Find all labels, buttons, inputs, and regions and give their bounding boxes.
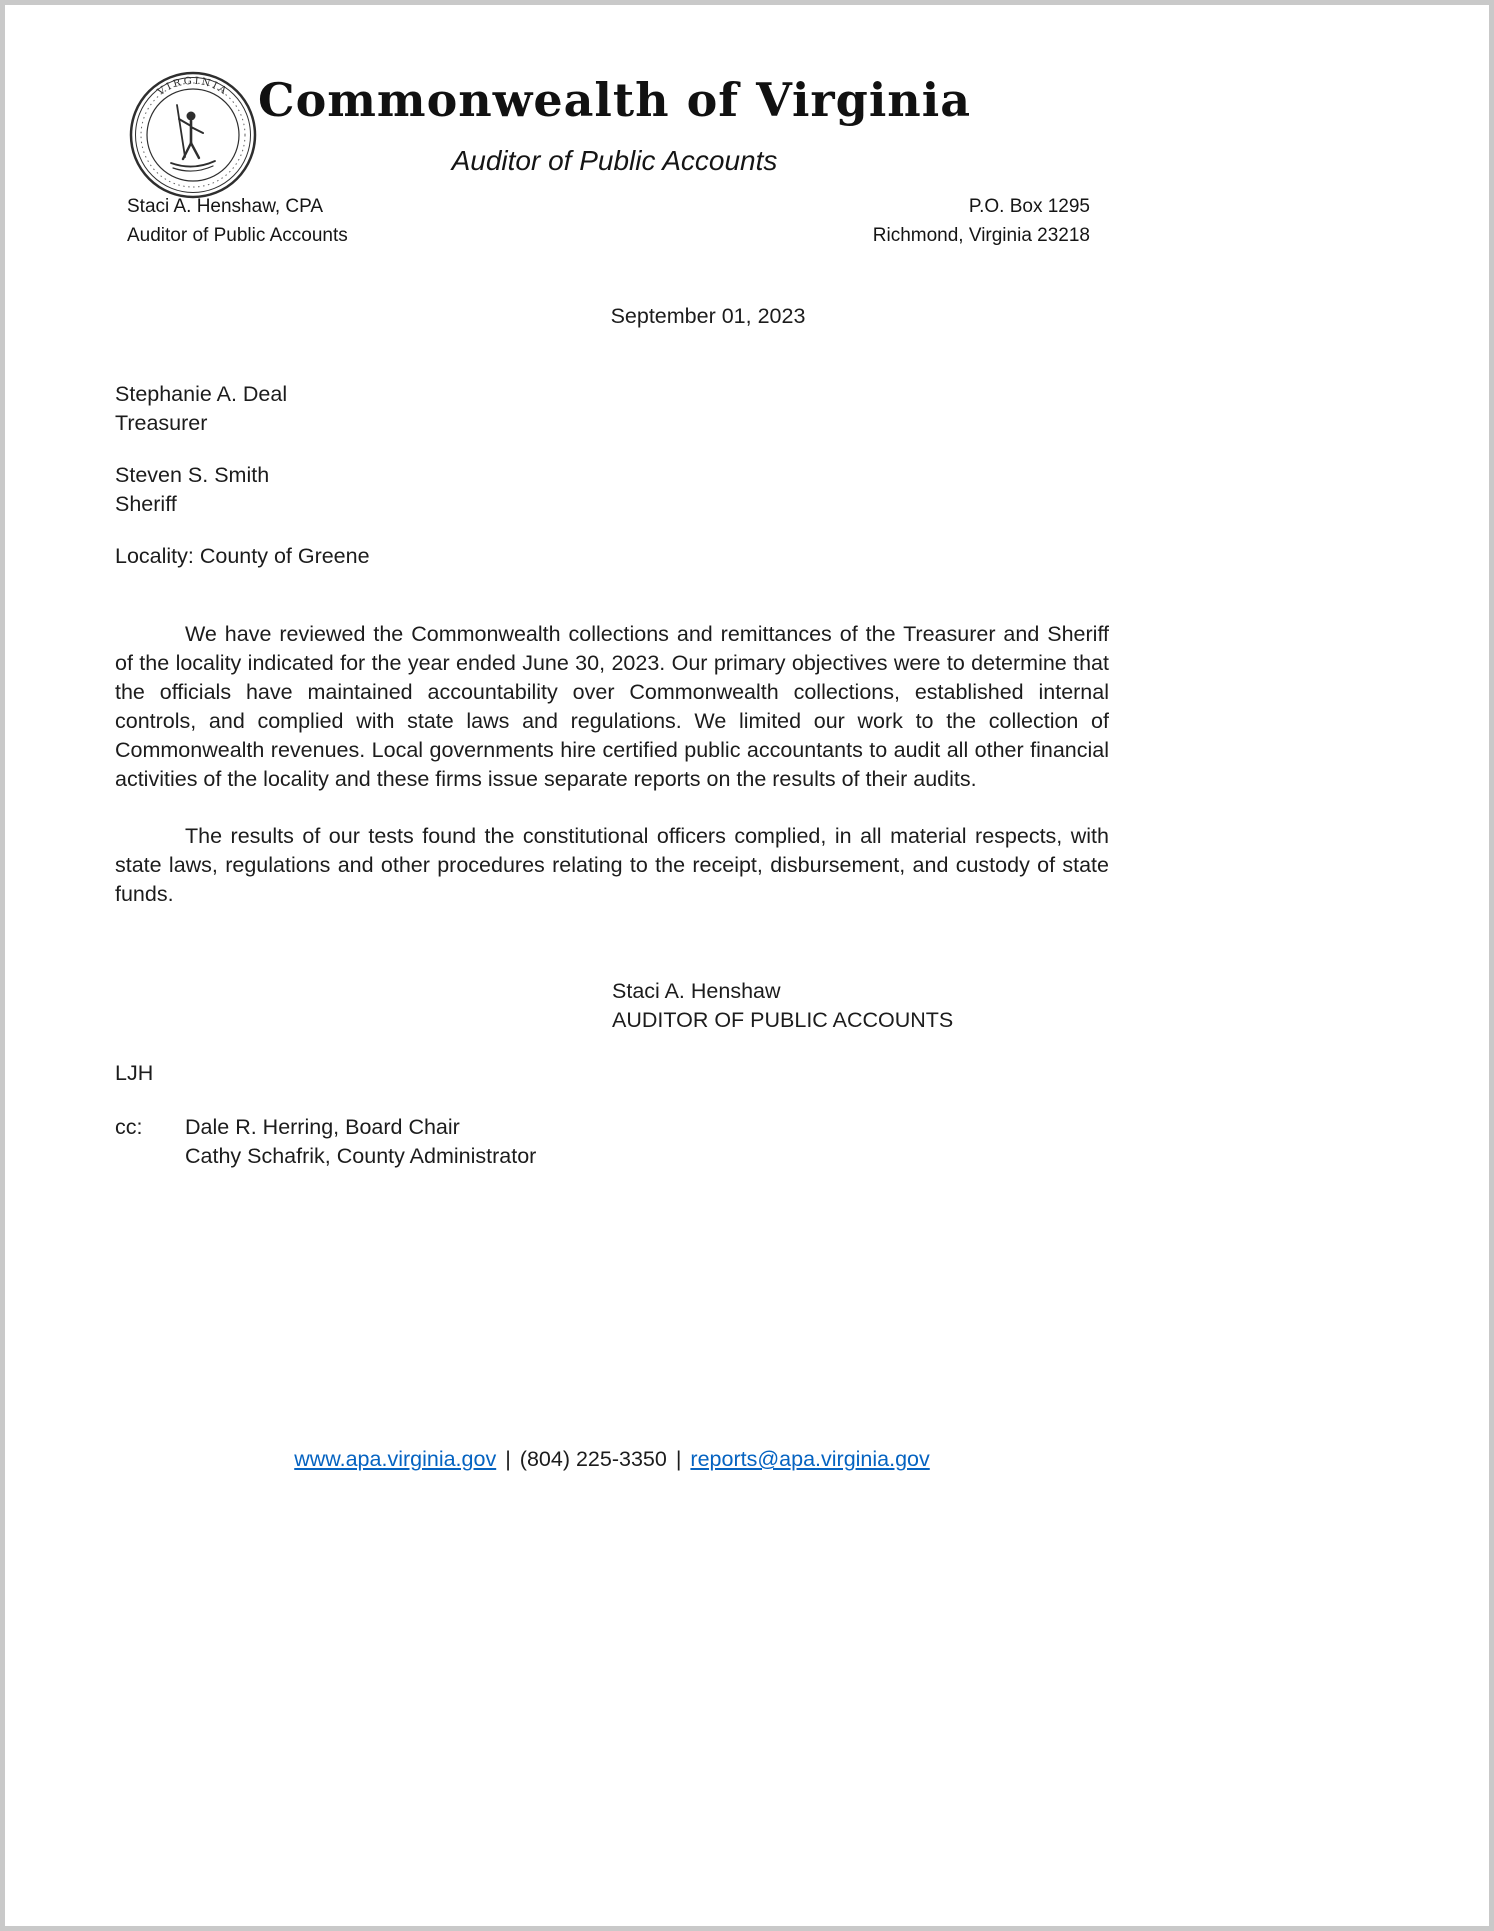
cc-label: cc: [115, 1115, 143, 1139]
recipient-title: Sheriff [115, 492, 177, 516]
cc-block [115, 1113, 1109, 1171]
recipient-block [115, 380, 1109, 438]
letter-body [115, 380, 1109, 1171]
typist-initials: LJH [115, 1061, 154, 1085]
seal-top-text: VIRGINIA [155, 75, 231, 99]
recipient-name: Stephanie A. Deal [115, 382, 288, 406]
signature-name: Staci A. Henshaw [612, 979, 781, 1003]
address-block [873, 193, 1090, 250]
recipient-name: Steven S. Smith [115, 463, 270, 487]
recipient-title: Treasurer [115, 411, 208, 435]
cc-names [185, 1113, 536, 1171]
cc-name: Dale R. Herring, Board Chair [185, 1115, 460, 1139]
letter-date: September 01, 2023 [610, 304, 806, 328]
letterhead [5, 5, 1489, 250]
letterhead-center [127, 73, 1102, 177]
official-block [127, 193, 348, 250]
official-name: Staci A. Henshaw, CPA [127, 196, 324, 217]
letterhead-subtitle: Auditor of Public Accounts [451, 145, 778, 176]
body-paragraph: We have reviewed the Commonwealth collections and remittances of the Treasurer and Sheriff of the locality indicated for the year ended June 30, 2023. Our primary objectives were to determine that the officials have maintained accountability over Commonwealth collections, established internal controls, and complied with state laws and regulations. We limited our work to the collection of Commonwealth revenues. Local governments hire certified public accountants to audit all other financial activities of the locality and these firms issue separate reports on the results of their audits. [115, 622, 1109, 791]
website-link[interactable]: www.apa.virginia.gov [294, 1447, 497, 1471]
cc-name: Cathy Schafrik, County Administrator [185, 1144, 537, 1168]
body-paragraph: The results of our tests found the constitutional officers complied, in all material respects, with state laws, regulations and other procedures relating to the receipt, disbursement, and custody of state funds. [115, 824, 1109, 906]
footer-separator: | [505, 1447, 511, 1471]
locality-line: Locality: County of Greene [115, 544, 370, 568]
virginia-seal-graphic [127, 69, 259, 201]
address-line-1: P.O. Box 1295 [968, 196, 1090, 217]
footer-separator: | [675, 1447, 682, 1471]
recipient-block [115, 461, 1109, 519]
email-link[interactable]: reports@apa.virginia.gov [690, 1447, 930, 1471]
letterhead-info-row [127, 193, 1090, 250]
signature-block [612, 977, 1109, 1035]
address-line-2: Richmond, Virginia 23218 [872, 224, 1090, 246]
letterhead-title: Commonwealth of Virginia [257, 73, 972, 127]
signature-title: AUDITOR OF PUBLIC ACCOUNTS [612, 1008, 954, 1032]
virginia-seal-icon [127, 69, 259, 201]
official-title: Auditor of Public Accounts [127, 224, 348, 246]
seal-virtus-figure [171, 105, 215, 171]
phone-number: (804) 225-3350 [519, 1447, 667, 1471]
letter-footer [115, 1445, 1109, 1474]
